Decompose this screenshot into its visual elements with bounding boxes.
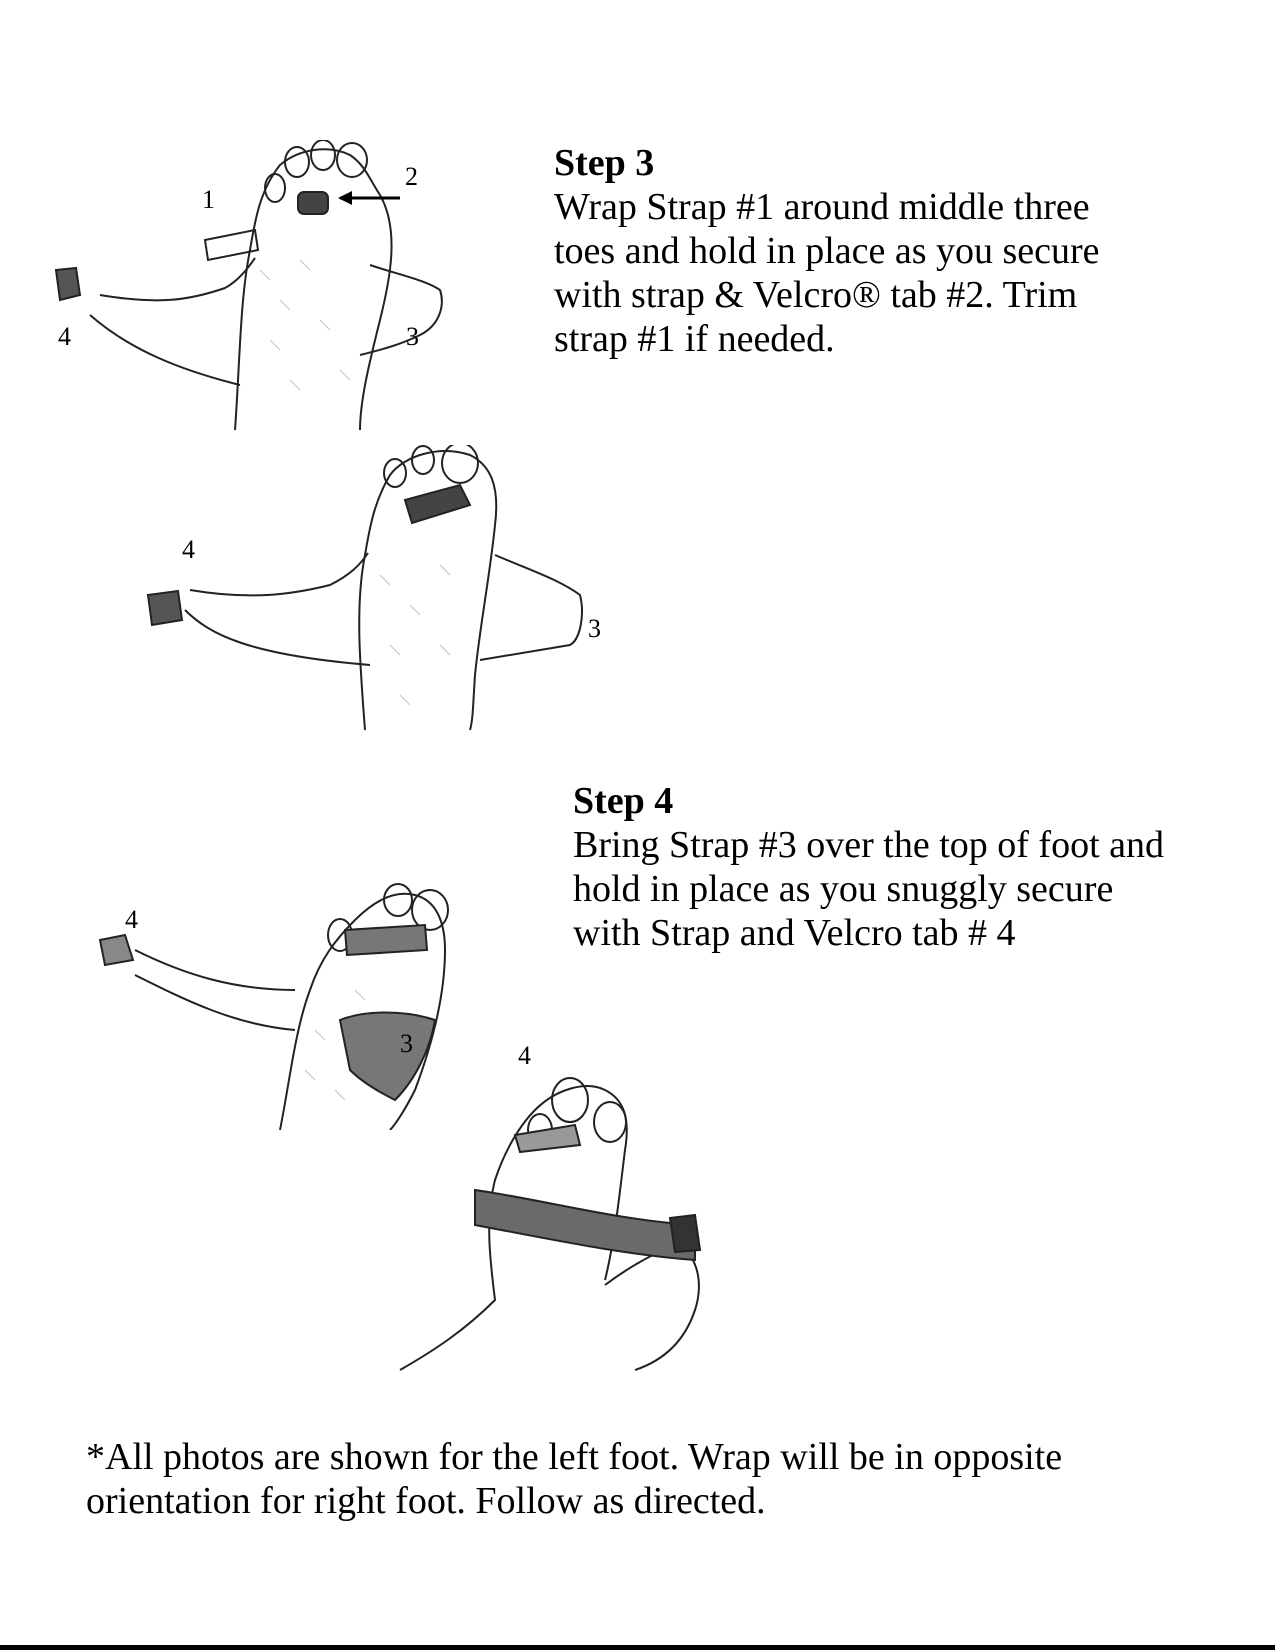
step3-instructions — [554, 141, 1234, 361]
step3-illustration-toe-wrap — [40, 140, 460, 440]
page-bottom-rule — [0, 1645, 1275, 1650]
label-strap-3: 3 — [588, 614, 601, 643]
label-strap-1: 1 — [202, 185, 215, 214]
label-tab-4: 4 — [518, 1041, 531, 1070]
label-tab-4: 4 — [125, 905, 138, 934]
label-strap-3: 3 — [406, 322, 419, 351]
label-tab-4: 4 — [182, 535, 195, 564]
step3-text: Wrap Strap #1 around middle three toes and hold in place as you secure with strap & Velcro® tab #2. Trim strap #1 if needed. — [554, 186, 1100, 360]
step4-text: Bring Strap #3 over the top of foot and hold in place as you snuggly secure with Strap and Velcro tab # 4 — [573, 824, 1165, 954]
step4-title: Step 4 — [573, 780, 674, 822]
step3-illustration-wrapped-toes — [140, 445, 620, 735]
label-tab-4: 4 — [58, 322, 71, 351]
step4-illustration-securing-tab — [395, 1040, 735, 1380]
step3-title: Step 3 — [554, 142, 655, 184]
label-strap-3: 3 — [400, 1029, 413, 1058]
step4-instructions — [573, 779, 1263, 955]
label-tab-2: 2 — [405, 162, 418, 191]
footnote: *All photos are shown for the left foot. Wrap will be in opposite orientation for right foot. Follow as directed. — [86, 1436, 1063, 1522]
